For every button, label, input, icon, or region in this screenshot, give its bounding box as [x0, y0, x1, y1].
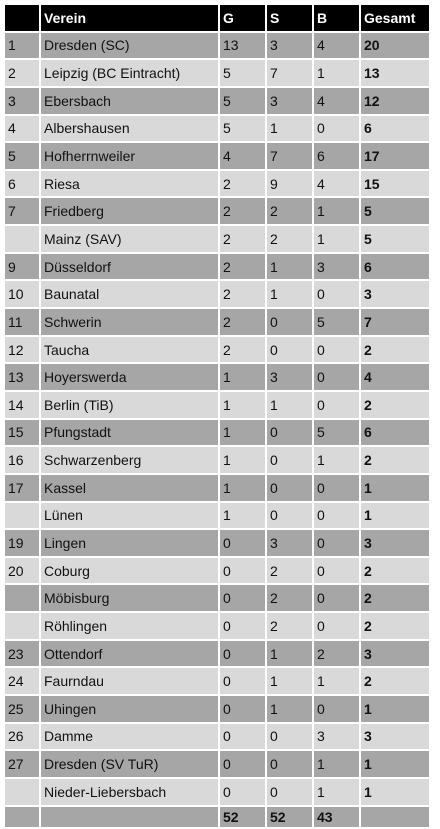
- gold-cell: 0: [220, 779, 265, 805]
- club-cell: Faurndau: [41, 668, 218, 694]
- total-cell: 17: [361, 143, 429, 169]
- table-row: [5, 392, 429, 418]
- totals-label-cell: [41, 807, 218, 827]
- table-body: [5, 33, 429, 805]
- bronze-cell: 5: [314, 420, 359, 446]
- rank-cell: 9: [5, 254, 39, 280]
- club-cell: Leipzig (BC Eintracht): [41, 60, 218, 86]
- bronze-cell: 1: [314, 226, 359, 252]
- bronze-cell: 1: [314, 198, 359, 224]
- table-row: [5, 668, 429, 694]
- bronze-cell: 0: [314, 503, 359, 529]
- header-silver: S: [267, 5, 312, 31]
- rank-cell: [5, 503, 39, 529]
- table-row: [5, 503, 429, 529]
- bronze-cell: 1: [314, 60, 359, 86]
- bronze-cell: 0: [314, 558, 359, 584]
- bronze-cell: 1: [314, 779, 359, 805]
- total-cell: 6: [361, 254, 429, 280]
- silver-cell: 2: [267, 613, 312, 639]
- gold-cell: 0: [220, 530, 265, 556]
- totals-total-cell: [361, 807, 429, 827]
- silver-cell: 1: [267, 116, 312, 142]
- bronze-cell: 0: [314, 530, 359, 556]
- rank-cell: 10: [5, 281, 39, 307]
- rank-cell: [5, 226, 39, 252]
- header-gold: G: [220, 5, 265, 31]
- silver-cell: 0: [267, 447, 312, 473]
- total-cell: 2: [361, 558, 429, 584]
- table-row: [5, 88, 429, 114]
- table-row: [5, 254, 429, 280]
- club-cell: Albershausen: [41, 116, 218, 142]
- bronze-cell: 3: [314, 724, 359, 750]
- header-total: Gesamt: [361, 5, 429, 31]
- bronze-cell: 0: [314, 392, 359, 418]
- header-rank: [5, 5, 39, 31]
- bronze-cell: 0: [314, 281, 359, 307]
- club-cell: Damme: [41, 724, 218, 750]
- table-row: [5, 171, 429, 197]
- rank-cell: 2: [5, 60, 39, 86]
- club-cell: Schwerin: [41, 309, 218, 335]
- rank-cell: 4: [5, 116, 39, 142]
- gold-cell: 2: [220, 198, 265, 224]
- bronze-cell: 4: [314, 171, 359, 197]
- table-row: [5, 281, 429, 307]
- gold-cell: 2: [220, 309, 265, 335]
- silver-cell: 0: [267, 779, 312, 805]
- gold-cell: 1: [220, 503, 265, 529]
- total-cell: 1: [361, 751, 429, 777]
- silver-cell: 3: [267, 88, 312, 114]
- bronze-cell: 0: [314, 475, 359, 501]
- rank-cell: 5: [5, 143, 39, 169]
- rank-cell: 3: [5, 88, 39, 114]
- silver-cell: 7: [267, 60, 312, 86]
- total-cell: 3: [361, 281, 429, 307]
- bronze-cell: 4: [314, 33, 359, 59]
- club-cell: Pfungstadt: [41, 420, 218, 446]
- bronze-cell: 1: [314, 668, 359, 694]
- rank-cell: 14: [5, 392, 39, 418]
- silver-cell: 1: [267, 392, 312, 418]
- total-cell: 1: [361, 696, 429, 722]
- silver-cell: 7: [267, 143, 312, 169]
- gold-cell: 2: [220, 171, 265, 197]
- header-club: Verein: [41, 5, 218, 31]
- table-row: [5, 613, 429, 639]
- total-cell: 5: [361, 198, 429, 224]
- silver-cell: 3: [267, 530, 312, 556]
- total-cell: 2: [361, 337, 429, 363]
- silver-cell: 2: [267, 585, 312, 611]
- rank-cell: 6: [5, 171, 39, 197]
- bronze-cell: 0: [314, 337, 359, 363]
- gold-cell: 0: [220, 751, 265, 777]
- gold-cell: 4: [220, 143, 265, 169]
- silver-cell: 3: [267, 364, 312, 390]
- gold-cell: 1: [220, 392, 265, 418]
- club-cell: Friedberg: [41, 198, 218, 224]
- gold-cell: 0: [220, 696, 265, 722]
- silver-cell: 1: [267, 281, 312, 307]
- total-cell: 2: [361, 585, 429, 611]
- bronze-cell: 1: [314, 751, 359, 777]
- silver-cell: 0: [267, 503, 312, 529]
- bronze-cell: 0: [314, 613, 359, 639]
- rank-cell: 13: [5, 364, 39, 390]
- total-cell: 2: [361, 613, 429, 639]
- table-row: [5, 751, 429, 777]
- club-cell: Dresden (SC): [41, 33, 218, 59]
- club-cell: Dresden (SV TuR): [41, 751, 218, 777]
- table-row: [5, 337, 429, 363]
- bronze-cell: 4: [314, 88, 359, 114]
- club-cell: Lünen: [41, 503, 218, 529]
- silver-cell: 1: [267, 641, 312, 667]
- rank-cell: 24: [5, 668, 39, 694]
- club-cell: Ebersbach: [41, 88, 218, 114]
- table-row: [5, 309, 429, 335]
- bronze-cell: 0: [314, 585, 359, 611]
- table-row: [5, 60, 429, 86]
- club-cell: Taucha: [41, 337, 218, 363]
- gold-cell: 5: [220, 88, 265, 114]
- gold-cell: 1: [220, 475, 265, 501]
- rank-cell: 17: [5, 475, 39, 501]
- table-row: [5, 585, 429, 611]
- rank-cell: [5, 613, 39, 639]
- bronze-cell: 1: [314, 447, 359, 473]
- silver-cell: 0: [267, 337, 312, 363]
- totals-bronze: 43: [314, 807, 359, 827]
- gold-cell: 2: [220, 254, 265, 280]
- totals-rank-cell: [5, 807, 39, 827]
- rank-cell: 12: [5, 337, 39, 363]
- total-cell: 20: [361, 33, 429, 59]
- total-cell: 3: [361, 724, 429, 750]
- bronze-cell: 2: [314, 641, 359, 667]
- gold-cell: 0: [220, 641, 265, 667]
- rank-cell: [5, 779, 39, 805]
- silver-cell: 1: [267, 696, 312, 722]
- club-cell: Uhingen: [41, 696, 218, 722]
- club-cell: Mainz (SAV): [41, 226, 218, 252]
- gold-cell: 13: [220, 33, 265, 59]
- total-cell: 4: [361, 364, 429, 390]
- totals-silver: 52: [267, 807, 312, 827]
- table-header-row: [5, 5, 429, 31]
- table-row: [5, 33, 429, 59]
- total-cell: 1: [361, 779, 429, 805]
- total-cell: 13: [361, 60, 429, 86]
- medal-table-container: [3, 3, 431, 829]
- club-cell: Coburg: [41, 558, 218, 584]
- club-cell: Baunatal: [41, 281, 218, 307]
- rank-cell: 23: [5, 641, 39, 667]
- gold-cell: 1: [220, 420, 265, 446]
- table-row: [5, 447, 429, 473]
- bronze-cell: 6: [314, 143, 359, 169]
- table-row: [5, 641, 429, 667]
- total-cell: 1: [361, 503, 429, 529]
- bronze-cell: 0: [314, 116, 359, 142]
- table-row: [5, 116, 429, 142]
- rank-cell: 11: [5, 309, 39, 335]
- club-cell: Ottendorf: [41, 641, 218, 667]
- table-row: [5, 779, 429, 805]
- bronze-cell: 0: [314, 696, 359, 722]
- header-bronze: B: [314, 5, 359, 31]
- club-cell: Möbisburg: [41, 585, 218, 611]
- totals-gold: 52: [220, 807, 265, 827]
- silver-cell: 0: [267, 420, 312, 446]
- silver-cell: 2: [267, 198, 312, 224]
- silver-cell: 2: [267, 558, 312, 584]
- silver-cell: 0: [267, 751, 312, 777]
- gold-cell: 0: [220, 724, 265, 750]
- club-cell: Lingen: [41, 530, 218, 556]
- totals-row: [5, 807, 429, 827]
- gold-cell: 2: [220, 337, 265, 363]
- gold-cell: 0: [220, 558, 265, 584]
- total-cell: 6: [361, 116, 429, 142]
- silver-cell: 2: [267, 226, 312, 252]
- club-cell: Kassel: [41, 475, 218, 501]
- table-row: [5, 198, 429, 224]
- bronze-cell: 0: [314, 364, 359, 390]
- gold-cell: 5: [220, 60, 265, 86]
- silver-cell: 0: [267, 724, 312, 750]
- silver-cell: 3: [267, 33, 312, 59]
- silver-cell: 0: [267, 309, 312, 335]
- rank-cell: 26: [5, 724, 39, 750]
- table-row: [5, 724, 429, 750]
- table-row: [5, 226, 429, 252]
- rank-cell: 1: [5, 33, 39, 59]
- silver-cell: 1: [267, 254, 312, 280]
- club-cell: Riesa: [41, 171, 218, 197]
- club-cell: Hofherrnweiler: [41, 143, 218, 169]
- rank-cell: 16: [5, 447, 39, 473]
- gold-cell: 5: [220, 116, 265, 142]
- rank-cell: 15: [5, 420, 39, 446]
- club-cell: Berlin (TiB): [41, 392, 218, 418]
- gold-cell: 0: [220, 613, 265, 639]
- total-cell: 3: [361, 530, 429, 556]
- table-row: [5, 420, 429, 446]
- club-cell: Röhlingen: [41, 613, 218, 639]
- rank-cell: 20: [5, 558, 39, 584]
- table-row: [5, 696, 429, 722]
- club-cell: Düsseldorf: [41, 254, 218, 280]
- rank-cell: 19: [5, 530, 39, 556]
- bronze-cell: 5: [314, 309, 359, 335]
- gold-cell: 2: [220, 281, 265, 307]
- table-row: [5, 530, 429, 556]
- total-cell: 2: [361, 392, 429, 418]
- club-cell: Schwarzenberg: [41, 447, 218, 473]
- table-row: [5, 143, 429, 169]
- total-cell: 5: [361, 226, 429, 252]
- total-cell: 7: [361, 309, 429, 335]
- total-cell: 3: [361, 641, 429, 667]
- table-row: [5, 475, 429, 501]
- total-cell: 1: [361, 475, 429, 501]
- total-cell: 2: [361, 447, 429, 473]
- silver-cell: 9: [267, 171, 312, 197]
- gold-cell: 1: [220, 447, 265, 473]
- rank-cell: 25: [5, 696, 39, 722]
- total-cell: 12: [361, 88, 429, 114]
- total-cell: 2: [361, 668, 429, 694]
- gold-cell: 0: [220, 585, 265, 611]
- rank-cell: 7: [5, 198, 39, 224]
- rank-cell: 27: [5, 751, 39, 777]
- club-cell: Nieder-Liebersbach: [41, 779, 218, 805]
- medal-table: [3, 3, 431, 829]
- silver-cell: 1: [267, 668, 312, 694]
- bronze-cell: 3: [314, 254, 359, 280]
- table-row: [5, 364, 429, 390]
- gold-cell: 1: [220, 364, 265, 390]
- club-cell: Hoyerswerda: [41, 364, 218, 390]
- gold-cell: 0: [220, 668, 265, 694]
- total-cell: 6: [361, 420, 429, 446]
- gold-cell: 2: [220, 226, 265, 252]
- silver-cell: 0: [267, 475, 312, 501]
- total-cell: 15: [361, 171, 429, 197]
- rank-cell: [5, 585, 39, 611]
- table-row: [5, 558, 429, 584]
